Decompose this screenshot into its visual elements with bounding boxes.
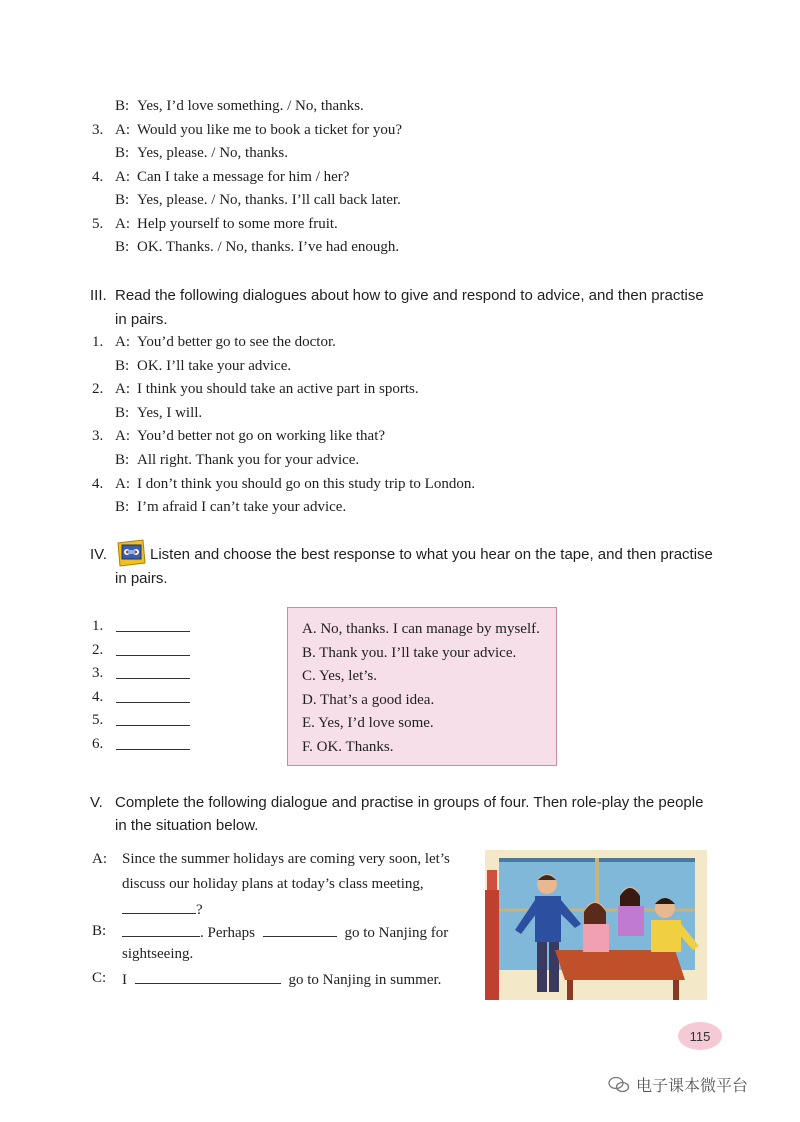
class-meeting-illustration bbox=[485, 850, 707, 1000]
speaker-label: B: bbox=[115, 145, 130, 161]
dialogue-line: Yes, please. / No, thanks. bbox=[137, 145, 288, 161]
section-iv-instruction: Listen and choose the best response to what you hear on the tape, and then practise bbox=[150, 546, 713, 563]
answer-option: D. That’s a good idea. bbox=[302, 691, 435, 708]
watermark: 电子课本微平台 bbox=[608, 1073, 748, 1096]
speaker-label: A: bbox=[115, 381, 130, 398]
dialogue-line: I don’t think you should go on this study trip to London. bbox=[137, 475, 476, 492]
speaker-a: A: bbox=[92, 851, 107, 867]
section-iv-instruction-cont: in pairs. bbox=[115, 570, 168, 587]
dialogue-a-line2: discuss our holiday plans at today’s class meeting, bbox=[122, 876, 424, 892]
page-number: 115 bbox=[678, 1022, 722, 1050]
dialogue-c-line: I go to Nanjing in summer. bbox=[122, 969, 441, 990]
item-number: 2. bbox=[92, 381, 104, 398]
dialogue-line: I think you should take an active part in sports. bbox=[137, 381, 419, 398]
item-number: 4. bbox=[92, 475, 104, 492]
dialogue-line: I’m afraid I can’t take your advice. bbox=[137, 499, 347, 516]
item-number: 3. bbox=[92, 428, 104, 445]
speaker-label: A: bbox=[115, 428, 130, 445]
speaker-label: B: bbox=[115, 98, 130, 114]
speaker-label: B: bbox=[115, 404, 130, 421]
answer-blank[interactable] bbox=[116, 688, 190, 709]
dialogue-line: Help yourself to some more fruit. bbox=[137, 215, 338, 232]
speaker-label: A: bbox=[115, 334, 130, 350]
fill-blank[interactable] bbox=[122, 922, 200, 937]
answer-blank[interactable] bbox=[116, 641, 190, 662]
speaker-label: B: bbox=[115, 452, 130, 468]
dialogue-a-line3: ? bbox=[122, 899, 203, 920]
dialogue-line: OK. Thanks. / No, thanks. I’ve had enough. bbox=[137, 239, 400, 255]
wechat-icon bbox=[608, 1076, 630, 1094]
speaker-label: A: bbox=[115, 475, 130, 492]
answer-options-box bbox=[287, 607, 557, 766]
answer-option: E. Yes, I’d love some. bbox=[302, 715, 434, 732]
speaker-label: B: bbox=[115, 357, 130, 374]
answer-blank[interactable] bbox=[116, 735, 190, 756]
fill-blank[interactable] bbox=[263, 922, 337, 937]
dialogue-line: Yes, I’d love something. / No, thanks. bbox=[137, 98, 364, 114]
dialogue-a-line1: Since the summer holidays are coming very soon, let’s bbox=[122, 851, 450, 867]
speaker-label: A: bbox=[115, 215, 130, 232]
blank-number: 5. bbox=[92, 712, 104, 729]
dialogue-line: Would you like me to book a ticket for you? bbox=[137, 121, 402, 138]
dialogue-line: Can I take a message for him / her? bbox=[137, 168, 350, 185]
dialogue-line: You’d better not go on working like that? bbox=[137, 428, 386, 445]
speaker-b: B: bbox=[92, 923, 107, 939]
blank-number: 6. bbox=[92, 736, 104, 752]
dialogue-b-line2: sightseeing. bbox=[122, 946, 194, 962]
speaker-label: A: bbox=[115, 121, 130, 138]
cassette-tape-icon bbox=[115, 538, 147, 568]
section-iv-number: IV. bbox=[90, 546, 107, 563]
item-number: 1. bbox=[92, 334, 104, 350]
dialogue-line: Yes, I will. bbox=[137, 404, 203, 421]
dialogue-line: You’d better go to see the doctor. bbox=[137, 334, 336, 350]
item-number: 5. bbox=[92, 215, 104, 232]
answer-blank[interactable] bbox=[116, 664, 190, 685]
section-iii-instruction: Read the following dialogues about how to give and respond to advice, and then practise bbox=[115, 287, 704, 304]
section-iii-number: III. bbox=[90, 287, 107, 304]
section-iii-instruction-cont: in pairs. bbox=[115, 311, 168, 328]
item-number: 4. bbox=[92, 168, 104, 185]
blank-number: 2. bbox=[92, 641, 104, 658]
fill-blank[interactable] bbox=[122, 899, 196, 914]
dialogue-b-line1: . Perhaps go to Nanjing for bbox=[122, 922, 448, 943]
blank-number: 1. bbox=[92, 618, 104, 634]
answer-option: A. No, thanks. I can manage by myself. bbox=[302, 621, 540, 637]
fill-blank[interactable] bbox=[135, 969, 281, 984]
section-v-instruction: Complete the following dialogue and practise in groups of four. Then role-play the people bbox=[115, 794, 704, 811]
blank-number: 3. bbox=[92, 665, 104, 682]
dialogue-line: Yes, please. / No, thanks. I’ll call back later. bbox=[137, 192, 401, 208]
section-v-instruction-cont: in the situation below. bbox=[115, 817, 259, 834]
blank-number: 4. bbox=[92, 688, 104, 705]
speaker-label: A: bbox=[115, 168, 130, 185]
answer-blank[interactable] bbox=[116, 617, 190, 638]
item-number: 3. bbox=[92, 121, 104, 138]
answer-option: F. OK. Thanks. bbox=[302, 739, 394, 755]
answer-option: C. Yes, let’s. bbox=[302, 668, 378, 685]
answer-option: B. Thank you. I’ll take your advice. bbox=[302, 644, 517, 661]
dialogue-line: OK. I’ll take your advice. bbox=[137, 357, 292, 374]
speaker-c: C: bbox=[92, 970, 107, 986]
speaker-label: B: bbox=[115, 192, 130, 208]
section-v-number: V. bbox=[90, 794, 103, 811]
speaker-label: B: bbox=[115, 239, 130, 255]
speaker-label: B: bbox=[115, 499, 130, 516]
dialogue-line: All right. Thank you for your advice. bbox=[137, 452, 360, 468]
answer-blank[interactable] bbox=[116, 711, 190, 732]
